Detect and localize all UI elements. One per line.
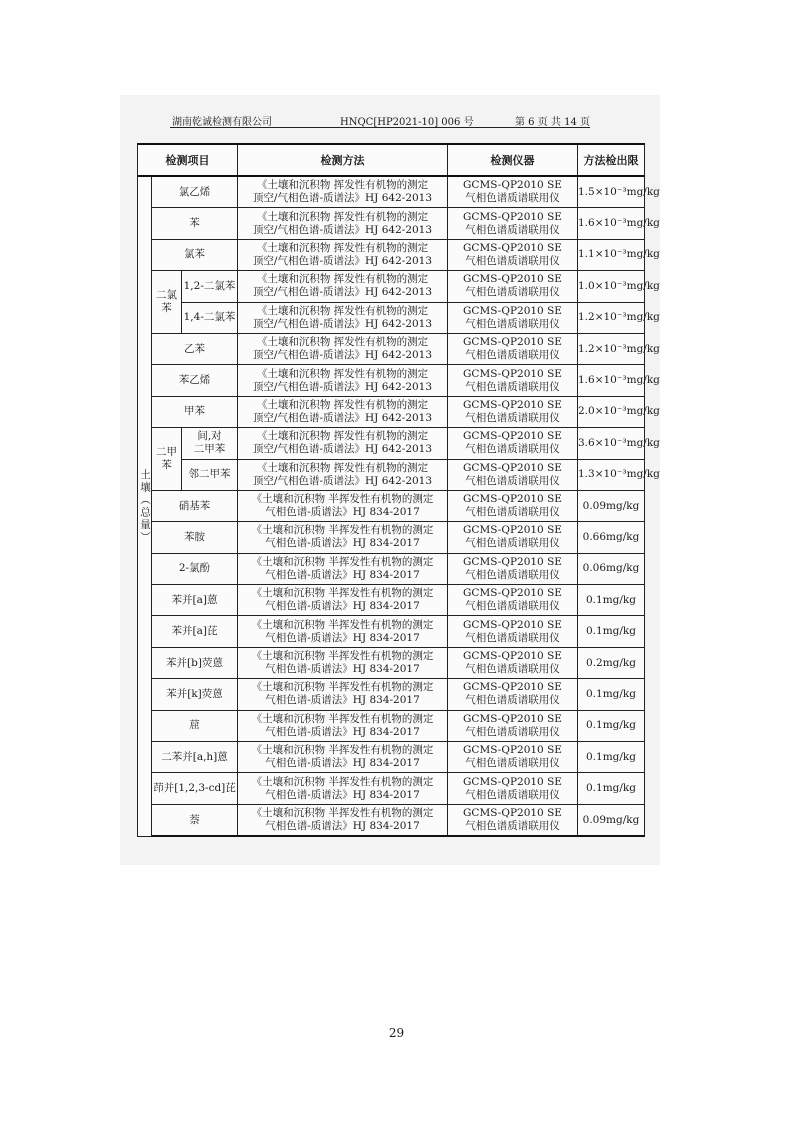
instrument-line: GCMS-QP2010 SE (463, 430, 562, 443)
detection-limit: 1.3×10⁻³mg/kg (578, 459, 645, 490)
detection-limit: 1.2×10⁻³mg/kg (578, 302, 645, 333)
table-row (138, 585, 645, 616)
item-name: 二苯并[a,h]蒽 (152, 742, 238, 773)
item-name: 乙苯 (152, 333, 238, 364)
method-line: 顶空/气相色谱-质谱法》HJ 642-2013 (252, 223, 433, 236)
table-row (138, 459, 645, 490)
item-name: 氯乙烯 (152, 176, 238, 208)
method-line: 气相色谱-质谱法》HJ 834-2017 (265, 631, 420, 644)
method-line: 气相色谱-质谱法》HJ 834-2017 (265, 725, 420, 738)
method-cell (238, 459, 448, 490)
xylene-group: 二甲苯 (152, 428, 182, 491)
detection-limit: 0.1mg/kg (578, 710, 645, 741)
detection-limit: 0.09mg/kg (578, 490, 645, 521)
method-cell (238, 773, 448, 804)
method-line: 气相色谱-质谱法》HJ 834-2017 (265, 757, 420, 770)
dichlorobenzene-group: 二氯苯 (152, 271, 182, 334)
method-line: 《土壤和沉积物 挥发性有机物的测定 (256, 241, 429, 254)
method-cell (238, 428, 448, 459)
instrument-line: 气相色谱质谱联用仪 (465, 349, 560, 362)
table-row (138, 616, 645, 647)
detection-limit: 0.06mg/kg (578, 553, 645, 584)
table-row (138, 553, 645, 584)
instrument-line: 气相色谱质谱联用仪 (465, 788, 560, 801)
detection-limit: 0.66mg/kg (578, 522, 645, 553)
header-method: 检测方法 (238, 144, 448, 176)
instrument-line: GCMS-QP2010 SE (463, 179, 562, 192)
instrument-cell (448, 553, 578, 584)
method-line: 《土壤和沉积物 半挥发性有机物的测定 (251, 681, 434, 694)
method-line: 《土壤和沉积物 半挥发性有机物的测定 (251, 807, 434, 819)
detection-limit: 0.1mg/kg (578, 585, 645, 616)
instrument-line: GCMS-QP2010 SE (463, 461, 562, 474)
method-cell (238, 585, 448, 616)
instrument-line: 气相色谱质谱联用仪 (465, 757, 560, 770)
method-cell (238, 271, 448, 302)
method-cell (238, 553, 448, 584)
table-header-row (138, 144, 645, 176)
instrument-line: GCMS-QP2010 SE (463, 587, 562, 600)
instrument-cell (448, 428, 578, 459)
instrument-line: GCMS-QP2010 SE (463, 367, 562, 380)
instrument-line: GCMS-QP2010 SE (463, 304, 562, 317)
method-cell (238, 365, 448, 396)
method-line: 顶空/气相色谱-质谱法》HJ 642-2013 (252, 380, 433, 393)
detection-limit: 0.1mg/kg (578, 773, 645, 804)
instrument-line: GCMS-QP2010 SE (463, 524, 562, 537)
method-line: 《土壤和沉积物 半挥发性有机物的测定 (251, 650, 434, 663)
table-row (138, 302, 645, 333)
detection-limit: 3.6×10⁻³mg/kg (578, 428, 645, 459)
item-name: 䓛 (152, 710, 238, 741)
detection-limit: 1.1×10⁻³mg/kg (578, 239, 645, 270)
method-cell (238, 176, 448, 208)
instrument-cell (448, 459, 578, 490)
method-line: 顶空/气相色谱-质谱法》HJ 642-2013 (252, 443, 433, 456)
instrument-line: 气相色谱质谱联用仪 (465, 820, 560, 832)
item-name: 邻二甲苯 (182, 459, 238, 490)
method-cell (238, 302, 448, 333)
method-line: 《土壤和沉积物 半挥发性有机物的测定 (251, 493, 434, 506)
instrument-line: 气相色谱质谱联用仪 (465, 411, 560, 424)
page-info: 第 6 页 共 14 页 (515, 117, 590, 128)
method-line: 《土壤和沉积物 半挥发性有机物的测定 (251, 524, 434, 537)
instrument-cell (448, 773, 578, 804)
detection-limit: 1.5×10⁻³mg/kg (578, 176, 645, 208)
item-name: 苯乙烯 (152, 365, 238, 396)
method-cell (238, 710, 448, 741)
method-line: 《土壤和沉积物 半挥发性有机物的测定 (251, 712, 434, 725)
table-row (138, 176, 645, 208)
category-cell (138, 176, 152, 836)
method-line: 《土壤和沉积物 半挥发性有机物的测定 (251, 744, 434, 757)
table-row (138, 647, 645, 678)
method-line: 气相色谱-质谱法》HJ 834-2017 (265, 537, 420, 550)
item-name: 茚并[1,2,3-cd]芘 (152, 773, 238, 804)
instrument-line: GCMS-QP2010 SE (463, 650, 562, 663)
instrument-line: GCMS-QP2010 SE (463, 336, 562, 349)
instrument-line: GCMS-QP2010 SE (463, 618, 562, 631)
method-line: 气相色谱-质谱法》HJ 834-2017 (265, 788, 420, 801)
detection-limit: 1.6×10⁻³mg/kg (578, 208, 645, 239)
instrument-line: GCMS-QP2010 SE (463, 712, 562, 725)
instrument-line: 气相色谱质谱联用仪 (465, 286, 560, 299)
header-instrument: 检测仪器 (448, 144, 578, 176)
header-item: 检测项目 (138, 144, 238, 176)
method-line: 气相色谱-质谱法》HJ 834-2017 (265, 600, 420, 613)
item-name: 苯并[a]蒽 (152, 585, 238, 616)
method-line: 气相色谱-质谱法》HJ 834-2017 (265, 694, 420, 707)
method-line: 顶空/气相色谱-质谱法》HJ 642-2013 (252, 192, 433, 205)
method-line: 顶空/气相色谱-质谱法》HJ 642-2013 (252, 317, 433, 330)
instrument-line: 气相色谱质谱联用仪 (465, 568, 560, 581)
method-cell (238, 208, 448, 239)
instrument-line: GCMS-QP2010 SE (463, 273, 562, 286)
instrument-cell (448, 333, 578, 364)
table-body (138, 144, 660, 836)
instrument-cell (448, 647, 578, 678)
instrument-line: 气相色谱质谱联用仪 (465, 663, 560, 676)
method-line: 顶空/气相色谱-质谱法》HJ 642-2013 (252, 286, 433, 299)
method-cell (238, 616, 448, 647)
method-line: 《土壤和沉积物 挥发性有机物的测定 (256, 367, 429, 380)
instrument-cell (448, 176, 578, 208)
instrument-cell (448, 271, 578, 302)
method-line: 《土壤和沉积物 半挥发性有机物的测定 (251, 618, 434, 631)
instrument-line: GCMS-QP2010 SE (463, 210, 562, 223)
detection-limit: 1.6×10⁻³mg/kg (578, 365, 645, 396)
method-cell (238, 396, 448, 427)
item-name: 2-氯酚 (152, 553, 238, 584)
table-row (138, 333, 645, 364)
instrument-cell (448, 616, 578, 647)
item-name: 苯并[k]荧蒽 (152, 679, 238, 710)
method-line: 《土壤和沉积物 半挥发性有机物的测定 (251, 587, 434, 600)
method-line: 《土壤和沉积物 挥发性有机物的测定 (256, 210, 429, 223)
instrument-line: 气相色谱质谱联用仪 (465, 254, 560, 267)
detection-limit: 2.0×10⁻³mg/kg (578, 396, 645, 427)
instrument-line: 气相色谱质谱联用仪 (465, 537, 560, 550)
instrument-cell (448, 742, 578, 773)
method-line: 顶空/气相色谱-质谱法》HJ 642-2013 (252, 349, 433, 362)
page-number: 29 (388, 1026, 405, 1040)
instrument-cell (448, 522, 578, 553)
instrument-line: 气相色谱质谱联用仪 (465, 474, 560, 487)
header-rule (170, 127, 590, 128)
instrument-line: GCMS-QP2010 SE (463, 241, 562, 254)
instrument-cell (448, 302, 578, 333)
detection-limit: 0.1mg/kg (578, 679, 645, 710)
detection-limit: 0.09mg/kg (578, 804, 645, 836)
table-row (138, 710, 645, 741)
report-number: HNQC[HP2021-10] 006 号 (340, 117, 474, 128)
table-row (138, 490, 645, 521)
instrument-cell (448, 208, 578, 239)
method-line: 《土壤和沉积物 半挥发性有机物的测定 (251, 775, 434, 788)
item-name: 苯胺 (152, 522, 238, 553)
method-line: 《土壤和沉积物 挥发性有机物的测定 (256, 430, 429, 443)
instrument-line: 气相色谱质谱联用仪 (465, 380, 560, 393)
method-line: 《土壤和沉积物 挥发性有机物的测定 (256, 398, 429, 411)
method-line: 气相色谱-质谱法》HJ 834-2017 (265, 568, 420, 581)
category-label: 土壤（总量） (139, 468, 151, 544)
header-limit: 方法检出限 (578, 144, 645, 176)
instrument-cell (448, 679, 578, 710)
item-name: 苯 (152, 208, 238, 239)
instrument-cell (448, 396, 578, 427)
item-name: 苯并[b]荧蒽 (152, 647, 238, 678)
instrument-line: 气相色谱质谱联用仪 (465, 317, 560, 330)
item-name: 硝基苯 (152, 490, 238, 521)
method-line: 顶空/气相色谱-质谱法》HJ 642-2013 (252, 411, 433, 424)
instrument-line: GCMS-QP2010 SE (463, 398, 562, 411)
test-results-table (137, 143, 660, 837)
table-row (138, 365, 645, 396)
instrument-line: GCMS-QP2010 SE (463, 807, 562, 819)
detection-limit: 0.1mg/kg (578, 742, 645, 773)
instrument-line: 气相色谱质谱联用仪 (465, 192, 560, 205)
instrument-line: GCMS-QP2010 SE (463, 555, 562, 568)
method-line: 气相色谱-质谱法》HJ 834-2017 (265, 506, 420, 519)
item-name: 1,4-二氯苯 (182, 302, 238, 333)
instrument-line: 气相色谱质谱联用仪 (465, 223, 560, 236)
detection-limit: 1.2×10⁻³mg/kg (578, 333, 645, 364)
table-row (138, 742, 645, 773)
table-row (138, 396, 645, 427)
instrument-line: GCMS-QP2010 SE (463, 493, 562, 506)
method-cell (238, 490, 448, 521)
instrument-line: 气相色谱质谱联用仪 (465, 506, 560, 519)
detection-limit: 0.2mg/kg (578, 647, 645, 678)
instrument-line: GCMS-QP2010 SE (463, 681, 562, 694)
method-cell (238, 647, 448, 678)
instrument-line: GCMS-QP2010 SE (463, 775, 562, 788)
table-row (138, 522, 645, 553)
company-name: 湖南乾诚检测有限公司 (172, 117, 272, 128)
instrument-cell (448, 490, 578, 521)
method-cell (238, 679, 448, 710)
instrument-line: GCMS-QP2010 SE (463, 744, 562, 757)
method-line: 《土壤和沉积物 挥发性有机物的测定 (256, 336, 429, 349)
method-line: 《土壤和沉积物 半挥发性有机物的测定 (251, 555, 434, 568)
method-line: 顶空/气相色谱-质谱法》HJ 642-2013 (252, 254, 433, 267)
table-row (138, 208, 645, 239)
table-row (138, 239, 645, 270)
instrument-line: 气相色谱质谱联用仪 (465, 631, 560, 644)
instrument-line: 气相色谱质谱联用仪 (465, 725, 560, 738)
instrument-cell (448, 585, 578, 616)
detection-limit: 1.0×10⁻³mg/kg (578, 271, 645, 302)
instrument-cell (448, 804, 578, 836)
item-name: 甲苯 (152, 396, 238, 427)
instrument-cell (448, 365, 578, 396)
method-line: 《土壤和沉积物 挥发性有机物的测定 (256, 461, 429, 474)
table-row (138, 428, 645, 459)
instrument-cell (448, 710, 578, 741)
item-name: 1,2-二氯苯 (182, 271, 238, 302)
method-cell (238, 804, 448, 836)
method-cell (238, 333, 448, 364)
instrument-line: 气相色谱质谱联用仪 (465, 694, 560, 707)
instrument-line: 气相色谱质谱联用仪 (465, 443, 560, 456)
method-line: 气相色谱-质谱法》HJ 834-2017 (265, 663, 420, 676)
method-line: 《土壤和沉积物 挥发性有机物的测定 (256, 304, 429, 317)
method-cell (238, 239, 448, 270)
method-line: 顶空/气相色谱-质谱法》HJ 642-2013 (252, 474, 433, 487)
instrument-line: 气相色谱质谱联用仪 (465, 600, 560, 613)
table-row (138, 773, 645, 804)
detection-limit: 0.1mg/kg (578, 616, 645, 647)
item-name: 间,对 二甲苯 (182, 428, 238, 459)
method-cell (238, 522, 448, 553)
instrument-cell (448, 239, 578, 270)
table-row (138, 271, 645, 302)
table-row (138, 804, 645, 836)
item-name: 萘 (152, 804, 238, 836)
method-cell (238, 742, 448, 773)
item-name: 氯苯 (152, 239, 238, 270)
method-line: 《土壤和沉积物 挥发性有机物的测定 (256, 179, 429, 192)
table-row (138, 679, 645, 710)
method-line: 《土壤和沉积物 挥发性有机物的测定 (256, 273, 429, 286)
item-name: 苯并[a]芘 (152, 616, 238, 647)
method-line: 气相色谱-质谱法》HJ 834-2017 (265, 820, 420, 832)
